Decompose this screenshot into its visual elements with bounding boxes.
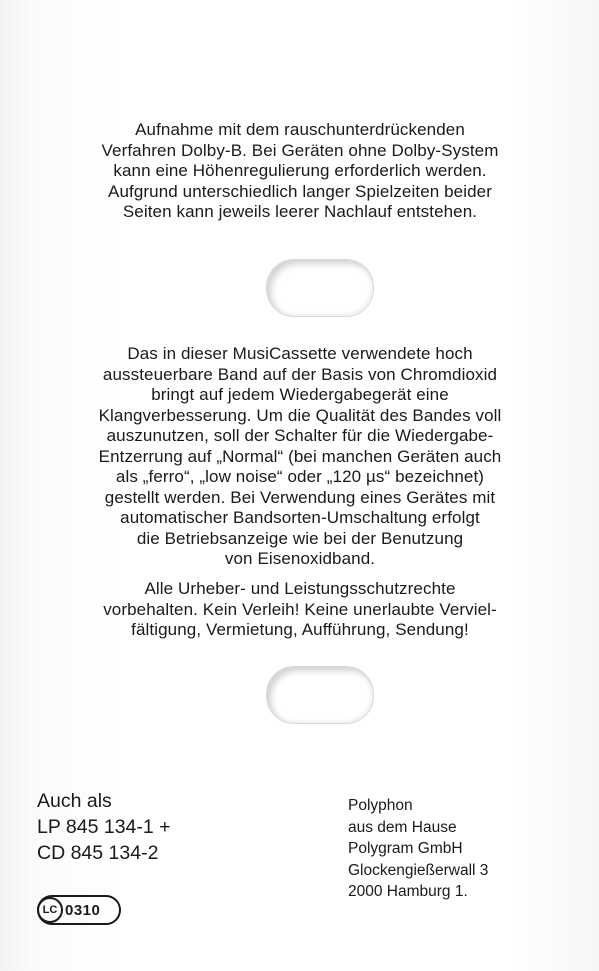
text-line: kann eine Höhenregulierung erforderlich werden. bbox=[113, 161, 487, 180]
publisher-line: Glockengießerwall 3 bbox=[348, 861, 489, 879]
publisher-address bbox=[348, 795, 488, 903]
text-line: Das in dieser MusiCassette verwendete hoch bbox=[127, 344, 473, 363]
text-line: bringt auf jedem Wiedergabegerät eine bbox=[151, 385, 449, 404]
text-line: Klangverbesserung. Um die Qualität des Bandes voll bbox=[98, 405, 502, 425]
text-line: gestellt werden. Bei Verwendung eines Gerätes mit bbox=[104, 487, 496, 507]
chromdioxid-notice bbox=[20, 344, 580, 570]
also-available-block bbox=[37, 788, 171, 866]
spool-cutout-bottom bbox=[266, 666, 374, 724]
text-line: Seiten kann jeweils leerer Nachlauf entstehen. bbox=[122, 202, 478, 221]
label-code-prefix: LC bbox=[37, 897, 63, 923]
publisher-line: 2000 Hamburg 1. bbox=[348, 883, 468, 900]
copyright-notice bbox=[20, 579, 580, 641]
spool-cutout-top bbox=[266, 259, 374, 317]
text-line: Entzerrung auf „Normal“ (bei manchen Geräten auch bbox=[98, 446, 502, 466]
label-code-number: 0310 bbox=[65, 901, 101, 919]
text-line: Aufnahme mit dem rauschunterdrückenden bbox=[135, 120, 465, 139]
publisher-line: Polygram GmbH bbox=[348, 840, 463, 857]
text-line: vorbehalten. Kein Verleih! Keine unerlaubte Verviel- bbox=[103, 599, 497, 619]
cd-catalog-number: CD 845 134-2 bbox=[37, 842, 159, 864]
text-line: automatischer Bandsorten-Umschaltung erfolgt bbox=[120, 508, 480, 527]
text-line: fältigung, Vermietung, Aufführung, Sendung! bbox=[131, 620, 469, 639]
publisher-line: Polyphon bbox=[348, 797, 413, 814]
dolby-notice bbox=[20, 120, 580, 223]
text-line: als „ferro“, „low noise“ oder „120 µs“ bezeichnet) bbox=[115, 467, 485, 486]
also-available-heading: Auch als bbox=[37, 790, 112, 812]
text-line: aussteuerbare Band auf der Basis von Chromdioxid bbox=[102, 364, 498, 384]
text-line: Alle Urheber- und Leistungsschutzrechte bbox=[144, 579, 456, 598]
lp-catalog-number: LP 845 134-1 + bbox=[37, 816, 171, 838]
text-line: Verfahren Dolby-B. Bei Geräten ohne Dolby-System bbox=[101, 140, 499, 160]
text-line: von Eisenoxidband. bbox=[224, 549, 376, 568]
text-line: die Betriebsanzeige wie bei der Benutzung bbox=[136, 528, 464, 548]
text-line: auszunutzen, soll der Schalter für die Wiedergabe- bbox=[106, 426, 494, 445]
label-code-logo bbox=[37, 895, 121, 925]
text-line: Aufgrund unterschiedlich langer Spielzeiten beider bbox=[108, 181, 492, 201]
publisher-line: aus dem Hause bbox=[348, 818, 457, 836]
